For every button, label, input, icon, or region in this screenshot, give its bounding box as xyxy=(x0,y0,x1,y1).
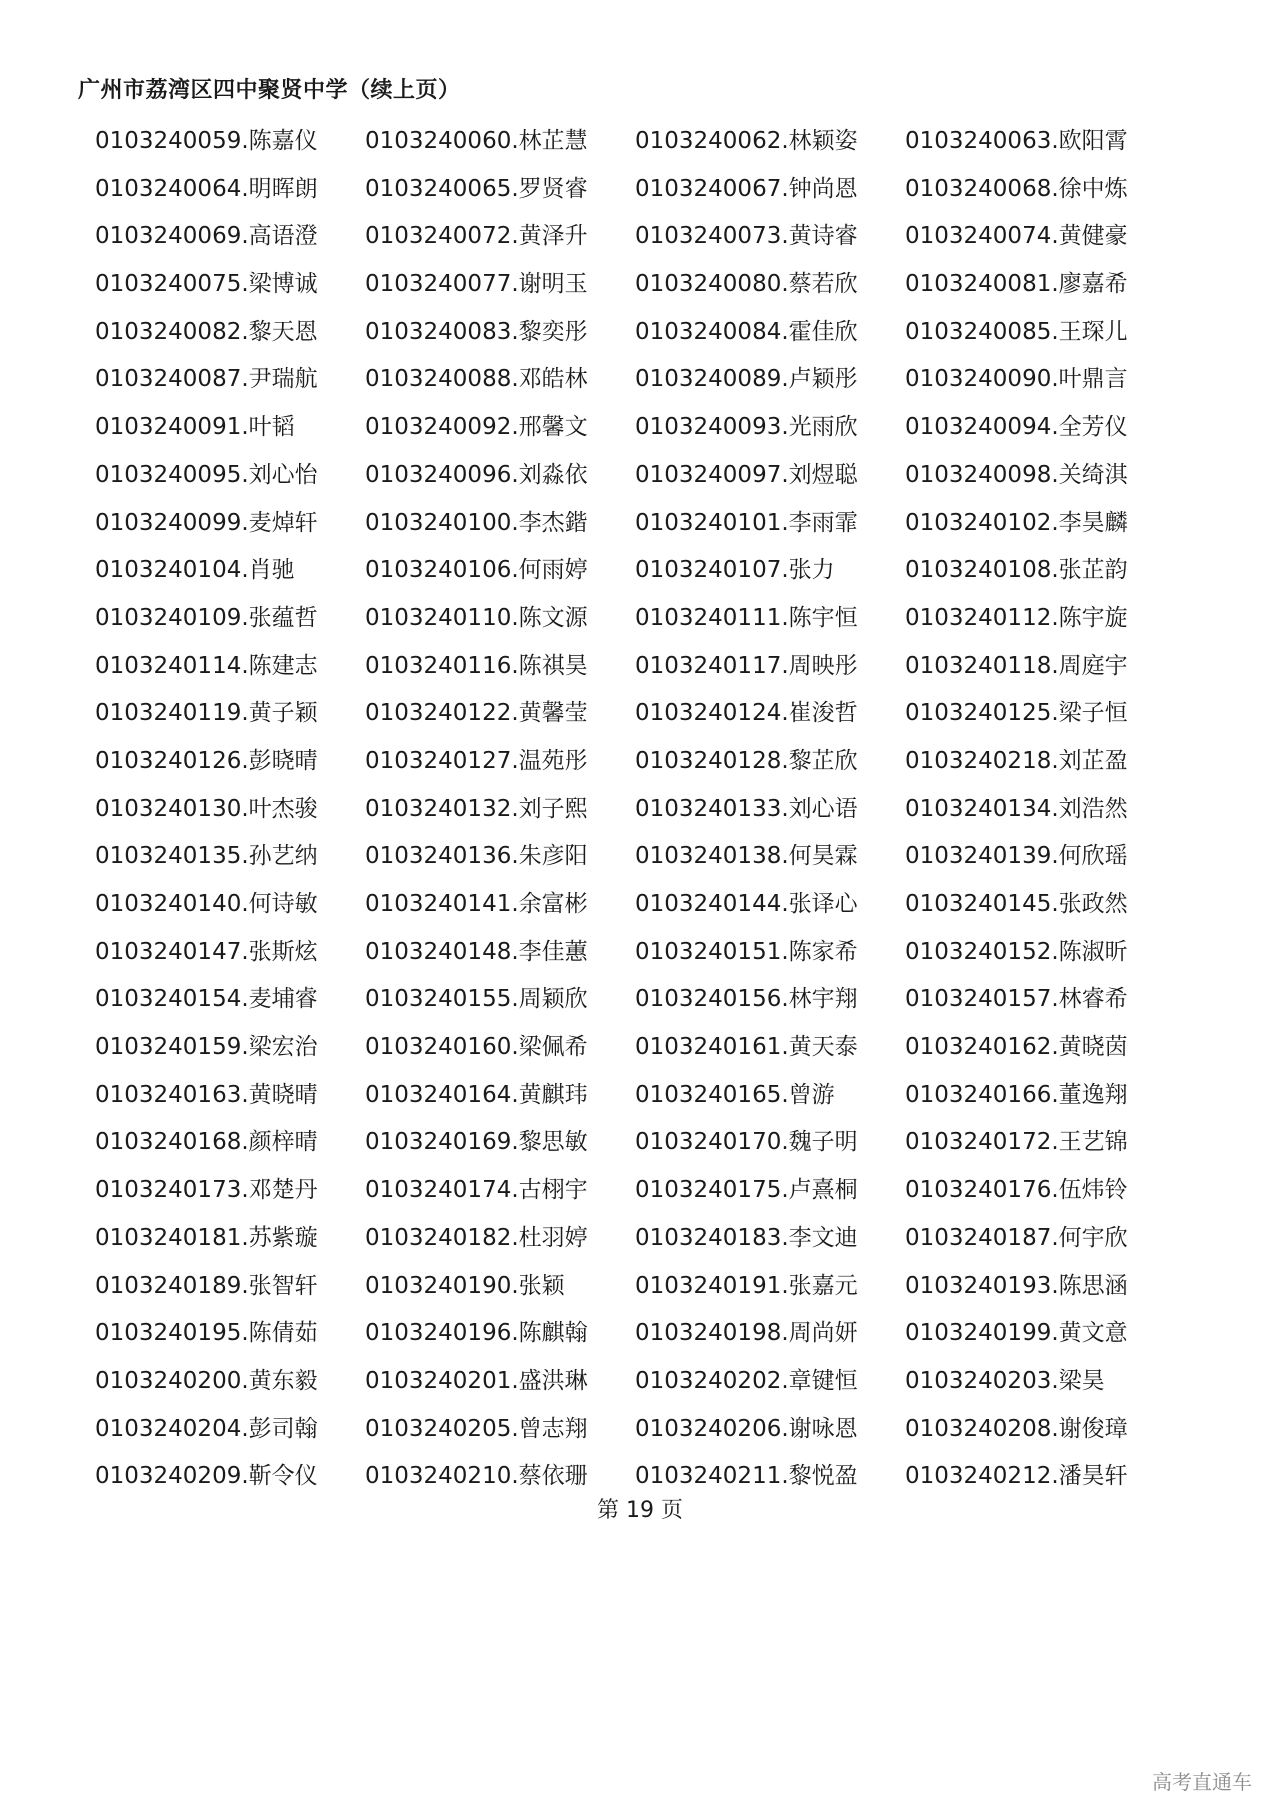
student-entry: 0103240130.叶杰骏 xyxy=(95,795,318,822)
student-entry: 0103240112.陈宇旋 xyxy=(905,604,1128,631)
student-entry: 0103240111.陈宇恒 xyxy=(635,604,858,631)
student-entry: 0103240064.明晖朗 xyxy=(95,175,318,202)
student-entry: 0103240109.张蕴哲 xyxy=(95,604,318,631)
watermark: 高考直通车 xyxy=(1152,1770,1252,1794)
student-entry: 0103240067.钟尚恩 xyxy=(635,175,858,202)
student-entry: 0103240093.光雨欣 xyxy=(635,414,858,441)
student-entry: 0103240082.黎天恩 xyxy=(95,318,318,345)
student-entry: 0103240089.卢颖彤 xyxy=(635,366,858,393)
student-entry: 0103240202.章键恒 xyxy=(635,1367,858,1394)
student-entry: 0103240073.黄诗睿 xyxy=(635,223,858,250)
student-entry: 0103240074.黄健豪 xyxy=(905,223,1128,250)
student-entry: 0103240165.曾游 xyxy=(635,1081,835,1108)
student-entry: 0103240122.黄馨莹 xyxy=(365,700,588,727)
school-heading: 广州市荔湾区四中聚贤中学（续上页） xyxy=(78,78,461,103)
student-entry: 0103240075.梁博诚 xyxy=(95,271,318,298)
student-entry: 0103240134.刘浩然 xyxy=(905,795,1128,822)
student-entry: 0103240155.周颖欣 xyxy=(365,986,588,1013)
student-entry: 0103240097.刘煜聪 xyxy=(635,461,858,488)
student-entry: 0103240087.尹瑞航 xyxy=(95,366,318,393)
page-number: 第 19 页 xyxy=(597,1498,683,1523)
student-entry: 0103240088.邓皓林 xyxy=(365,366,588,393)
student-entry: 0103240208.谢俊璋 xyxy=(905,1415,1128,1442)
student-entry: 0103240204.彭司翰 xyxy=(95,1415,318,1442)
student-entry: 0103240132.刘子熙 xyxy=(365,795,588,822)
student-entry: 0103240210.蔡依珊 xyxy=(365,1463,588,1490)
student-entry: 0103240127.温苑彤 xyxy=(365,747,588,774)
student-entry: 0103240080.蔡若欣 xyxy=(635,271,858,298)
student-entry: 0103240063.欧阳霄 xyxy=(905,128,1128,154)
student-entry: 0103240189.张智轩 xyxy=(95,1272,318,1299)
student-entry: 0103240068.徐中炼 xyxy=(905,175,1128,202)
student-entry: 0103240166.董逸翔 xyxy=(905,1081,1128,1108)
student-entry: 0103240174.古栩宇 xyxy=(365,1177,588,1204)
student-entry: 0103240182.杜羽婷 xyxy=(365,1224,588,1251)
student-entry: 0103240163.黄晓晴 xyxy=(95,1081,318,1108)
student-entry: 0103240195.陈倩茹 xyxy=(95,1320,318,1347)
student-entry: 0103240125.梁子恒 xyxy=(905,700,1128,727)
student-entry: 0103240170.魏子明 xyxy=(635,1129,858,1156)
student-entry: 0103240092.邢馨文 xyxy=(365,414,588,441)
student-entry: 0103240172.王艺锦 xyxy=(905,1129,1128,1156)
student-entry: 0103240148.李佳蕙 xyxy=(365,938,588,965)
student-entry: 0103240118.周庭宇 xyxy=(905,652,1128,679)
student-entry: 0103240085.王琛儿 xyxy=(905,318,1128,345)
student-entry: 0103240156.林宇翔 xyxy=(635,986,858,1013)
student-entry: 0103240145.张政然 xyxy=(905,891,1128,917)
student-entry: 0103240168.颜梓晴 xyxy=(95,1129,318,1156)
student-entry: 0103240102.李昊麟 xyxy=(905,509,1128,536)
student-entry: 0103240200.黄东毅 xyxy=(95,1367,318,1394)
student-entry: 0103240072.黄泽升 xyxy=(365,223,588,250)
student-entry: 0103240135.孙艺纳 xyxy=(95,843,318,870)
student-entry: 0103240203.梁昊 xyxy=(905,1367,1105,1394)
student-entry: 0103240187.何宇欣 xyxy=(905,1224,1128,1251)
student-entry: 0103240159.梁宏治 xyxy=(95,1034,318,1061)
student-entry: 0103240181.苏紫璇 xyxy=(95,1224,318,1251)
student-entry: 0103240201.盛洪琳 xyxy=(365,1367,588,1394)
student-entry: 0103240141.余富彬 xyxy=(365,891,588,917)
student-entry: 0103240157.林睿希 xyxy=(905,986,1128,1013)
student-entry: 0103240083.黎奕彤 xyxy=(365,318,588,345)
student-entry: 0103240110.陈文源 xyxy=(365,604,588,631)
student-list xyxy=(95,126,1205,1509)
student-entry: 0103240100.李杰鍇 xyxy=(365,509,588,536)
student-entry: 0103240138.何昊霖 xyxy=(635,843,858,870)
student-entry: 0103240124.崔浚哲 xyxy=(635,700,858,727)
student-entry: 0103240191.张嘉元 xyxy=(635,1272,858,1299)
student-entry: 0103240161.黄天泰 xyxy=(635,1034,858,1061)
student-entry: 0103240147.张斯炫 xyxy=(95,938,318,965)
student-entry: 0103240154.麦埔睿 xyxy=(95,986,318,1013)
student-entry: 0103240095.刘心怡 xyxy=(95,461,318,488)
student-entry: 0103240193.陈思涵 xyxy=(905,1272,1128,1299)
student-entry: 0103240140.何诗敏 xyxy=(95,891,318,917)
student-entry: 0103240077.谢明玉 xyxy=(365,271,588,298)
student-entry: 0103240091.叶韬 xyxy=(95,414,295,441)
student-entry: 0103240106.何雨婷 xyxy=(365,557,588,584)
student-entry: 0103240065.罗贤睿 xyxy=(365,175,588,202)
student-entry: 0103240136.朱彦阳 xyxy=(365,843,588,870)
student-entry: 0103240173.邓楚丹 xyxy=(95,1177,318,1204)
student-entry: 0103240101.李雨霏 xyxy=(635,509,858,536)
student-entry: 0103240128.黎芷欣 xyxy=(635,747,858,774)
student-entry: 0103240090.叶鼎言 xyxy=(905,366,1128,393)
student-entry: 0103240119.黄子颖 xyxy=(95,700,318,727)
student-entry: 0103240096.刘淼依 xyxy=(365,461,588,488)
student-entry: 0103240059.陈嘉仪 xyxy=(95,128,318,154)
student-entry: 0103240212.潘昊轩 xyxy=(905,1463,1128,1490)
student-entry: 0103240104.肖驰 xyxy=(95,557,295,584)
student-entry: 0103240152.陈淑昕 xyxy=(905,938,1128,965)
student-entry: 0103240117.周映彤 xyxy=(635,652,858,679)
student-entry: 0103240069.高语澄 xyxy=(95,223,318,250)
student-entry: 0103240116.陈祺昊 xyxy=(365,652,588,679)
student-entry: 0103240218.刘芷盈 xyxy=(905,747,1128,774)
student-entry: 0103240114.陈建志 xyxy=(95,652,318,679)
student-entry: 0103240176.伍炜铃 xyxy=(905,1177,1128,1204)
student-entry: 0103240205.曾志翔 xyxy=(365,1415,588,1442)
student-entry: 0103240211.黎悦盈 xyxy=(635,1463,858,1490)
student-entry: 0103240151.陈家希 xyxy=(635,938,858,965)
student-entry: 0103240094.全芳仪 xyxy=(905,414,1128,441)
student-entry: 0103240209.靳令仪 xyxy=(95,1463,318,1490)
student-entry: 0103240198.周尚妍 xyxy=(635,1320,858,1347)
student-entry: 0103240099.麦焯轩 xyxy=(95,509,318,536)
student-entry: 0103240206.谢咏恩 xyxy=(635,1415,858,1442)
student-entry: 0103240126.彭晓晴 xyxy=(95,747,318,774)
student-entry: 0103240160.梁佩希 xyxy=(365,1034,588,1061)
student-entry: 0103240060.林芷慧 xyxy=(365,128,588,154)
student-entry: 0103240062.林颖姿 xyxy=(635,128,858,154)
student-entry: 0103240084.霍佳欣 xyxy=(635,318,858,345)
student-entry: 0103240098.关绮淇 xyxy=(905,461,1128,488)
student-entry: 0103240183.李文迪 xyxy=(635,1224,858,1251)
student-entry: 0103240139.何欣瑶 xyxy=(905,843,1128,870)
student-entry: 0103240162.黄晓茵 xyxy=(905,1034,1128,1061)
student-entry: 0103240107.张力 xyxy=(635,557,835,584)
student-entry: 0103240175.卢熹桐 xyxy=(635,1177,858,1204)
student-entry: 0103240199.黄文意 xyxy=(905,1320,1128,1347)
student-entry: 0103240164.黄麒玮 xyxy=(365,1081,588,1108)
student-entry: 0103240169.黎思敏 xyxy=(365,1129,588,1156)
student-entry: 0103240081.廖嘉希 xyxy=(905,271,1128,298)
student-entry: 0103240144.张译心 xyxy=(635,891,858,917)
student-entry: 0103240190.张颖 xyxy=(365,1272,565,1299)
student-entry: 0103240108.张芷韵 xyxy=(905,557,1128,584)
student-entry: 0103240196.陈麒翰 xyxy=(365,1320,588,1347)
student-entry: 0103240133.刘心语 xyxy=(635,795,858,822)
